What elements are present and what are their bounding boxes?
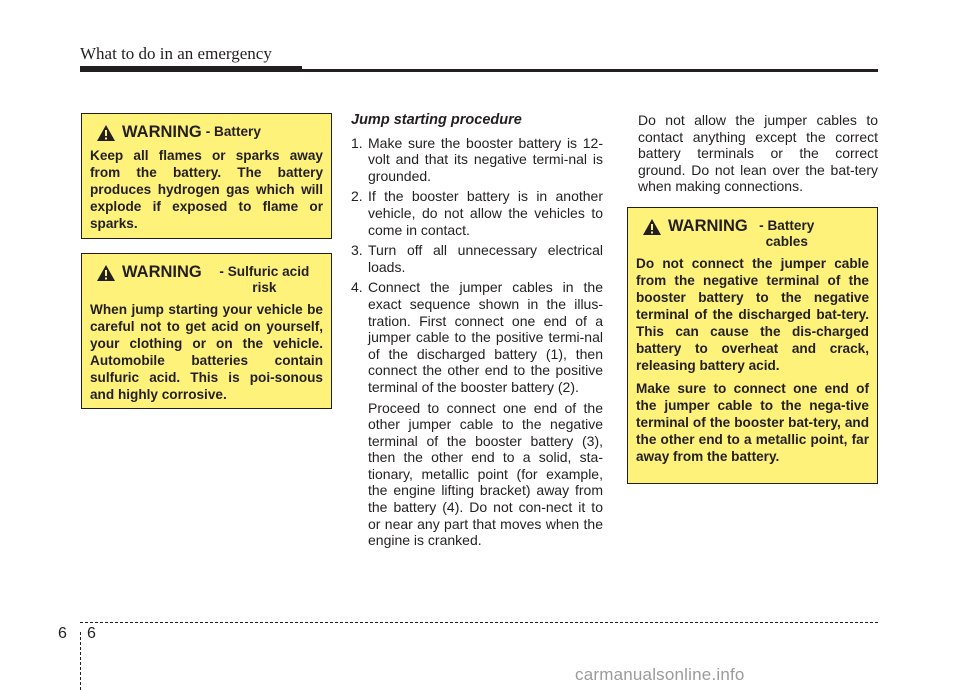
- warning-header: [90, 264, 323, 296]
- footer-vertical-rule: [80, 632, 81, 690]
- warning-word: WARNING: [122, 123, 202, 141]
- warning-body: [636, 255, 869, 465]
- cable-contact-note: Do not allow the jumper cables to contact anything except the correct battery terminals or the correct ground. Do not lean over the bat-tery when making connections.: [638, 112, 878, 195]
- watermark: carmanualsonline.info: [575, 665, 745, 684]
- warning-box-cables: [627, 207, 878, 484]
- warning-header: [90, 124, 323, 142]
- procedure-step: [351, 279, 603, 395]
- warning-triangle-icon: [96, 264, 116, 282]
- chapter-number: 6: [58, 625, 67, 642]
- step-text: Connect the jumper cables in the exact sequence shown in the illus-tration. First connect one end of a jumper cable to the positive termi-nal of the discharged battery (1), then connect the other end to the positive terminal of the booster battery (2).: [368, 279, 603, 395]
- step-text: Make sure the booster battery is 12-volt and that its negative termi-nal is grounded.: [368, 134, 603, 184]
- warning-paragraph: When jump starting your vehicle be careful not to get acid on yourself, your clothing or on the vehicle. Automobile batteries contain sulfuric acid. This is poi-sonous and highly corrosive.: [90, 302, 323, 402]
- step-number: 1.: [351, 134, 363, 151]
- header-rule: [80, 69, 878, 72]
- warning-triangle-icon: [96, 124, 116, 142]
- warning-word: WARNING: [668, 217, 748, 235]
- warning-body: [90, 301, 323, 403]
- warning-header: [636, 218, 869, 250]
- page-number: 6: [87, 625, 96, 642]
- footer-rule: [80, 622, 878, 623]
- warning-body: [90, 147, 323, 232]
- procedure-step: [351, 188, 603, 238]
- procedure-section: [351, 112, 603, 549]
- step-number: 2.: [351, 188, 363, 205]
- step-number: 3.: [351, 242, 363, 259]
- warning-triangle-icon: [642, 218, 662, 236]
- procedure-heading: Jump starting procedure: [351, 112, 522, 128]
- step-number: 4.: [351, 279, 363, 296]
- warning-paragraph: Do not connect the jumper cable from the negative terminal of the booster battery to the negative terminal of the discharged bat-tery. This can cause the dis-charged battery to overheat and crack, releasing battery acid.: [636, 256, 869, 373]
- warning-paragraph: Make sure to connect one end of the jumper cable to the nega-tive terminal of the booster bat-tery, and the other end to a metallic point, far away from the battery.: [636, 381, 869, 464]
- warning-subject: - Battery cables: [759, 218, 815, 249]
- step-text: If the booster battery is in another vehicle, do not allow the vehicles to come in contact.: [368, 188, 603, 238]
- warning-paragraph: Keep all flames or sparks away from the battery. The battery produces hydrogen gas which will explode if exposed to flame or sparks.: [90, 148, 323, 231]
- warning-subject: - Battery: [205, 124, 261, 139]
- warning-subject: - Sulfuric acid risk: [219, 264, 310, 295]
- page-header-title: What to do in an emergency: [80, 44, 272, 63]
- warning-word: WARNING: [122, 263, 202, 281]
- procedure-step: [351, 135, 603, 185]
- warning-box-battery: [81, 113, 332, 239]
- step-4-continued: Proceed to connect one end of the other jumper cable to the negative terminal of the booster battery (3), then the other end to a solid, sta-tionary, metallic point (for example, the engine lifting bracket) away from the battery (4). Do not con-nect it to or near any part that moves when the engine is cranked.: [368, 399, 603, 549]
- step-text: Turn off all unnecessary electrical loads.: [368, 242, 603, 275]
- procedure-step: [351, 242, 603, 275]
- warning-box-acid: [81, 253, 332, 409]
